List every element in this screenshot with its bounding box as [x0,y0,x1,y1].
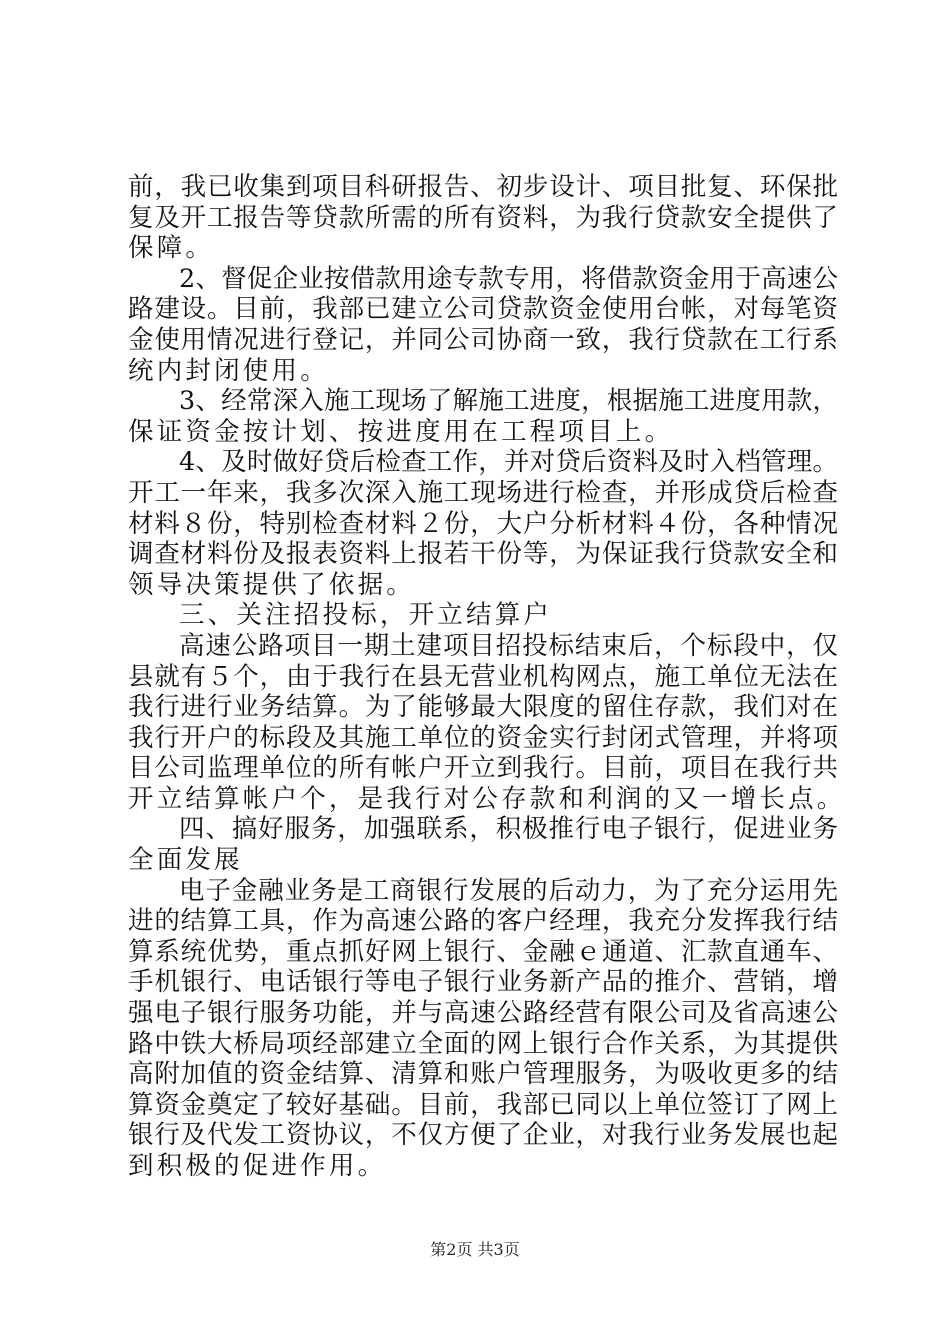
text-line: 统内封闭使用。 [128,355,329,386]
text-line: 我行进行业务结算。为了能够最大限度的留住存款，我们对在 [128,692,838,723]
text-line: 我行开户的标段及其施工单位的资金实行封闭式管理，并将项 [128,722,838,753]
text-line: 调查材料份及报表资料上报若干份等，为保证我行贷款安全和 [128,539,838,570]
text-line: 开立结算帐户个，是我行对公存款和利润的又一增长点。 [128,783,846,814]
text-line: 路建设。目前，我部已建立公司贷款资金使用台帐，对每笔资 [128,294,838,325]
text-line: 手机银行、电话银行等电子银行业务新产品的推介、营销，增 [128,967,838,998]
text-line: 材料８份，特别检查材料２份，大户分析材料４份，各种情况 [128,508,838,539]
text-line: 县就有５个，由于我行在县无营业机构网点，施工单位无法在 [128,661,838,692]
text-line: 进的结算工具，作为高速公路的客户经理，我充分发挥我行结 [128,906,838,937]
text-line: 路中铁大桥局项经部建立全面的网上银行合作关系，为其提供 [128,1028,838,1059]
text-line: 复及开工报告等贷款所需的所有资料，为我行贷款安全提供了 [128,202,838,233]
text-line: 强电子银行服务功能，并与高速公路经营有限公司及省高速公 [128,998,838,1029]
document-body [128,172,846,1182]
text-line: 到积极的促进作用。 [128,1151,387,1181]
section-heading: 四、搞好服务，加强联系，积极推行电子银行，促进业务 [179,814,838,845]
text-line: 银行及代发工资协议，不仅方便了企业，对我行业务发展也起 [128,1120,838,1151]
text-line: 电子金融业务是工商银行发展的后动力，为了充分运用先 [179,875,838,906]
text-line: 目公司监理单位的所有帐户开立到我行。目前，项目在我行共 [128,753,838,784]
text-line: 保障。 [128,233,215,264]
text-line: 保证资金按计划、按进度用在工程项目上。 [128,416,674,447]
section-heading: 全面发展 [128,845,243,876]
page-number-footer: 第2页 共3页 [430,1240,520,1259]
text-line: 金使用情况进行登记，并同公司协商一致，我行贷款在工行系 [128,324,838,355]
text-line: 领导决策提供了依据。 [128,569,416,600]
text-line: 3、经常深入施工现场了解施工进度，根据施工进度用款， [179,386,838,417]
section-heading: 三、关注招投标，开立结算户 [179,600,553,631]
text-line: 4、及时做好贷后检查工作，并对贷后资料及时入档管理。 [179,447,838,478]
text-line: 开工一年来，我多次深入施工现场进行检查，并形成贷后检查 [128,477,838,508]
text-line: 高速公路项目一期土建项目招投标结束后，个标段中，仅 [179,630,838,661]
text-line: 高附加值的资金结算、清算和账户管理服务，为吸收更多的结 [128,1059,838,1090]
text-line: 算资金奠定了较好基础。目前，我部已同以上单位签订了网上 [128,1089,838,1120]
text-line: 前，我已收集到项目科研报告、初步设计、项目批复、环保批 [128,172,838,202]
text-line: 2、督促企业按借款用途专款专用，将借款资金用于高速公 [179,263,838,294]
text-line: 算系统优势，重点抓好网上银行、金融ｅ通道、汇款直通车、 [128,936,838,967]
